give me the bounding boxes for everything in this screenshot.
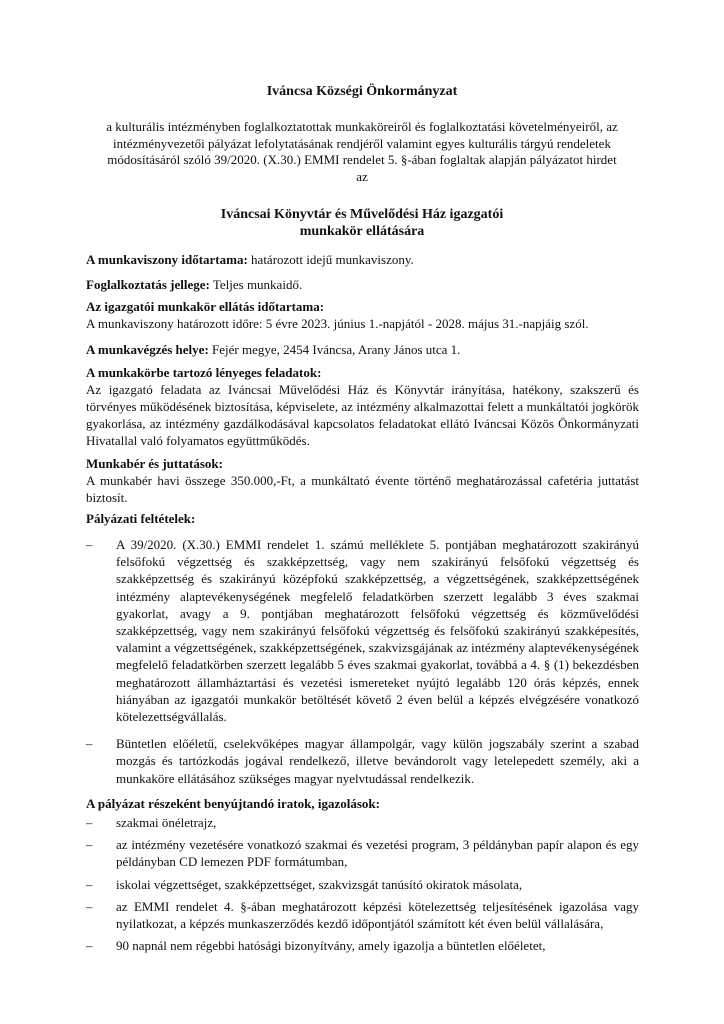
- document-item-1: [86, 814, 639, 831]
- workplace: [86, 341, 639, 358]
- dash-bullet: –: [86, 736, 93, 752]
- condition-item-2: [86, 735, 639, 787]
- dash-bullet: –: [86, 876, 93, 892]
- condition-item-1: [86, 536, 639, 725]
- dash-bullet: –: [86, 537, 93, 552]
- dash-bullet: –: [86, 898, 93, 914]
- duties: [86, 364, 639, 449]
- dash-bullet: –: [86, 938, 93, 954]
- salary: [86, 455, 639, 506]
- position-title-line1: Iváncsai Könyvtár és Művelődési Ház igazgatói: [220, 207, 504, 222]
- document-item-text: az EMMI rendelet 4. §-ában meghatározott képzési kötelezettség teljesítésének igazolása vagy nyilatkozat, a képzés munkaszerződés kezdő időpontjától számított két éven belül vállalására,: [116, 898, 639, 932]
- salary-label: Munkabér és juttatások:: [86, 456, 223, 471]
- document-item-4: [86, 898, 639, 932]
- documents-heading: A pályázat részeként benyújtandó iratok, igazolások:: [86, 796, 380, 811]
- document-item-text: az intézmény vezetésére vonatkozó szakmai és vezetési program, 3 példányban papír alapon és egy példányban CD lemezen PDF formátumban,: [116, 837, 639, 870]
- salary-text: A munkabér havi összege 350.000,-Ft, a munkáltató évente történő meghatározással cafetéria juttatást biztosít.: [86, 473, 639, 505]
- director-term: [86, 298, 639, 332]
- document-item-text: iskolai végzettséget, szakképzettséget, szakvizsgát tanúsító okiratok másolata,: [116, 876, 523, 892]
- document-title: Iváncsa Községi Önkormányzat: [266, 84, 458, 99]
- director-term-value: A munkaviszony határozott időre: 5 évre 2023. június 1.-napjától - 2028. május 31.-napjáig szól.: [86, 316, 589, 331]
- intro-paragraph: a kulturális intézményben foglalkoztatottak munkaköreiről és foglalkoztatási követelményeiről, az intézményvezetői pályázat lefolytatásának rendjéről valamint egyes kulturális tárgyú rendeletek módosításáról szóló 39/2020. (X.30.) EMMI rendelet 5. §-ában foglaltak alapján pályázatot hirdet az: [106, 119, 618, 184]
- position-title-line2: munkakör ellátására: [299, 224, 425, 239]
- director-term-label: Az igazgatói munkakör ellátás időtartama:: [86, 299, 325, 314]
- employment-type: [86, 276, 639, 293]
- document-item-3: [86, 876, 639, 893]
- duties-text: Az igazgató feladata az Iváncsai Művelődési Ház és Könyvtár irányítása, hatékony, szakszerű és törvényes működésének biztosítása, képviselete, az intézmény alkalmazottai felett a munkáltatói jogkörök gyakorlása, az intézmény gazdálkodásával kapcsolatos feladatokat ellátó Iváncsai Közös Önkormányzati Hivatallal való folyamatos együttműködés.: [86, 382, 639, 448]
- condition-item-text: A 39/2020. (X.30.) EMMI rendelet 1. számú melléklete 5. pontjában meghatározott szakirányú felsőfokú végzettség és szakképzettség, vagy nem szakirányú felsőfokú végzettség és szakképzettség és szakirányú középfokú szakképzettség, a végzettségének, szakképzettségének intézmény alaptevékenységének megfelelő feladatkörben szerzett legalább 3 éves szakmai gyakorlat, avagy a 9. pontjában meghatározott felsőfokú végzettség és közművelődési szakképzettség, vagy nem szakirányú felsőfokú végzettség és felsőfokú szakirányú szakképesítés, valamint a végzettségének, szakképzettségének, szakvizsgájának az intézmény alaptevékenységének megfelelő feladatkörben szerzett legalább 5 éves szakmai gyakorlat, továbbá a 4. § (1) bekezdésben meghatározott államháztartási és vezetési ismereteket nyújtó legalább 120 órás képzés, ennek hiányában az igazgatói munkakör betöltését követő 2 éven belül a képzés elvégzésére vonatkozó kötelezettségvállalás.: [116, 537, 640, 725]
- dash-bullet: –: [86, 815, 93, 830]
- conditions-heading: Pályázati feltételek:: [86, 511, 196, 526]
- document-item-5: [86, 937, 639, 954]
- dash-bullet: –: [86, 837, 93, 853]
- conditions-list: [86, 536, 639, 787]
- document-item-text: 90 napnál nem régebbi hatósági bizonyítvány, amely igazolja a büntetlen előéletet,: [116, 938, 546, 954]
- employment-duration-value: határozott idejű munkaviszony.: [247, 252, 414, 267]
- workplace-value: Fejér megye, 2454 Iváncsa, Arany János utca 1.: [208, 342, 461, 357]
- position-title: [0, 206, 724, 240]
- employment-type-label: Foglalkoztatás jellege:: [86, 277, 210, 292]
- workplace-label: A munkavégzés helye:: [86, 342, 209, 357]
- condition-item-text: Büntetlen előéletű, cselekvőképes magyar állampolgár, vagy külön jogszabály szerint a szabad mozgás és tartózkodás jogával rendelkező, illetve bevándorolt vagy letelepedett személy, aki a munkaköre ellátásához szükséges magyar nyelvtudással rendelkezik.: [116, 736, 639, 786]
- duties-label: A munkakörbe tartozó lényeges feladatok:: [86, 365, 322, 380]
- employment-duration-label: A munkaviszony időtartama:: [86, 252, 248, 267]
- documents-list: [86, 814, 639, 954]
- employment-duration: [86, 251, 639, 268]
- document-item-2: [86, 836, 639, 870]
- employment-type-value: Teljes munkaidő.: [209, 277, 303, 292]
- document-item-text: szakmai önéletrajz,: [116, 815, 217, 830]
